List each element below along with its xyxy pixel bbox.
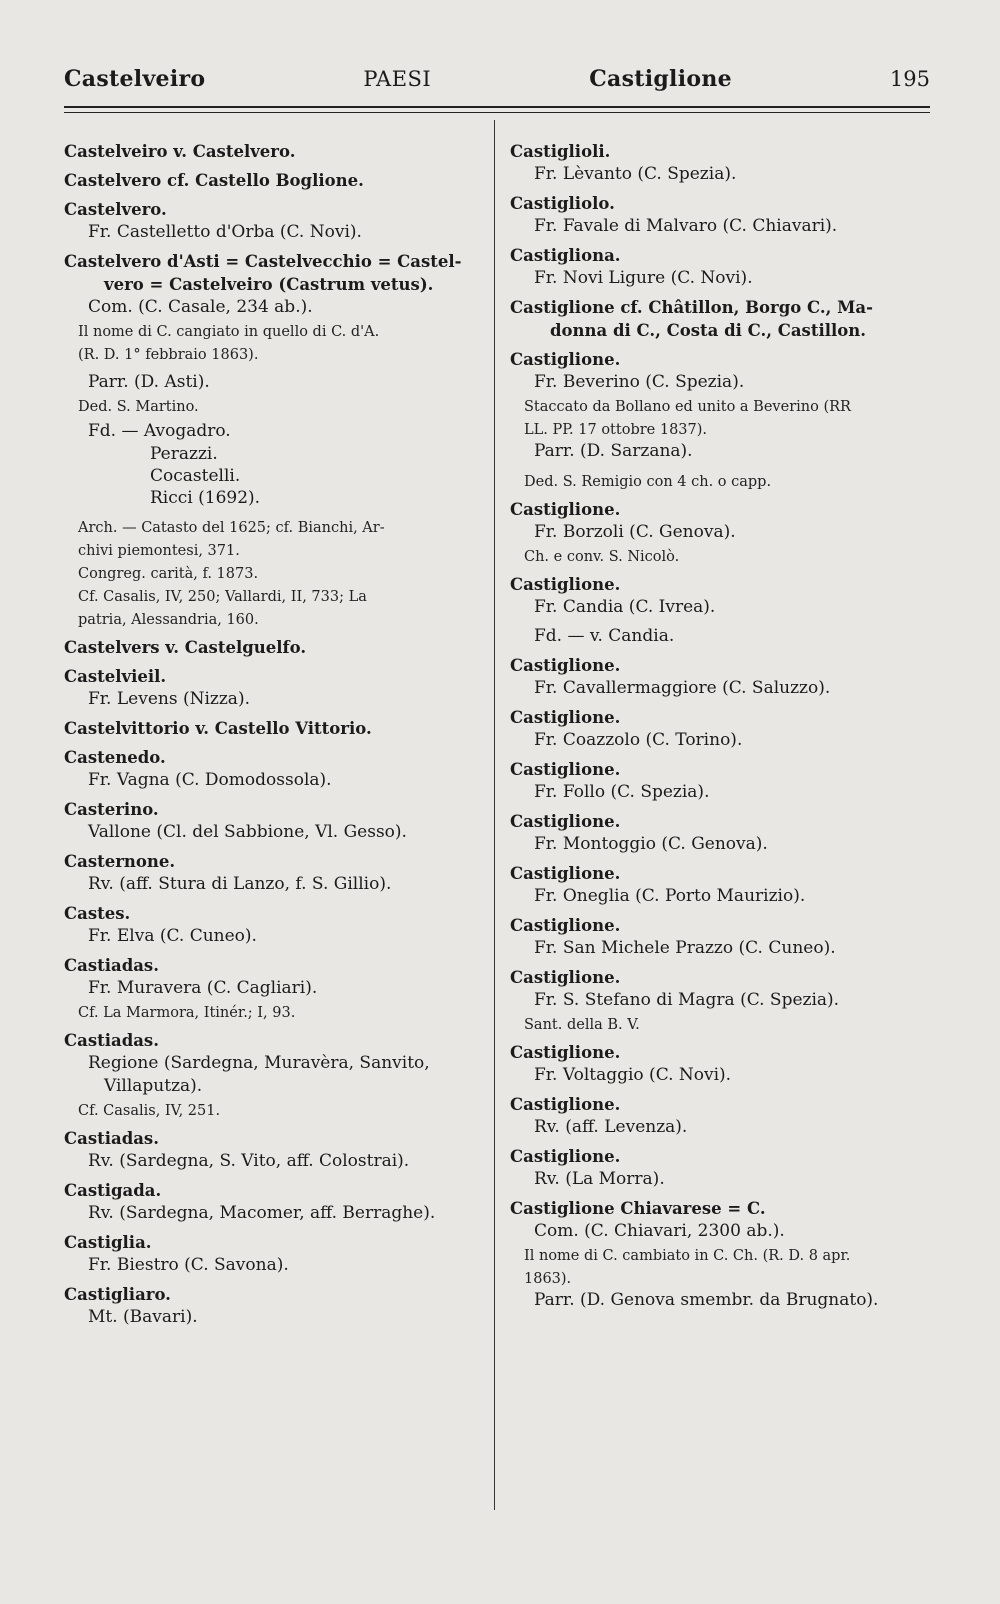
entry — [64, 140, 484, 163]
entry-line: Cocastelli. — [150, 466, 241, 486]
entry-line: Com. (C. Chiavari, 2300 ab.). — [534, 1221, 785, 1241]
entry-line: Fr. Levens (Nizza). — [88, 689, 250, 709]
headword: Castelvero d'Asti = Castelvecchio = Castel- — [64, 252, 462, 271]
entry-note: Sant. della B. V. — [524, 1017, 640, 1033]
entry — [510, 810, 935, 856]
entry-note: Il nome di C. cambiato in C. Ch. (R. D. 8 apr. — [524, 1248, 851, 1264]
entry-note: 1863). — [524, 1271, 572, 1287]
entry-note: Ded. S. Remigio con 4 ch. o capp. — [524, 474, 772, 490]
left-column — [64, 140, 484, 1335]
entry — [510, 1145, 935, 1191]
entry-note: Cf. La Marmora, Itinér.; I, 93. — [78, 1005, 296, 1021]
header-section-title: PAESI — [363, 67, 432, 91]
entry-line: Fr. Vagna (C. Domodossola). — [88, 770, 332, 790]
headword-continued: vero = Castelveiro (Castrum vetus). — [104, 275, 434, 294]
entry-line: Parr. (D. Genova smembr. da Brugnato). — [534, 1290, 879, 1310]
page-number: 195 — [889, 67, 930, 91]
headword: Castiglione. — [510, 760, 621, 779]
entry — [510, 758, 935, 804]
entry — [64, 1179, 484, 1225]
entry — [64, 169, 484, 192]
headword: Castiglione. — [510, 968, 621, 987]
entry-note: Cf. Casalis, IV, 250; Vallardi, II, 733; La — [78, 589, 367, 605]
headword: Castiglione. — [510, 1095, 621, 1114]
entry-line: Fr. Castelletto d'Orba (C. Novi). — [88, 222, 362, 242]
headword: Castelveiro v. Castelvero. — [64, 142, 296, 161]
headword: Castelvero. — [64, 200, 167, 219]
entry — [510, 140, 935, 186]
headword: Castiglione. — [510, 500, 621, 519]
entry-line: Parr. (D. Asti). — [88, 372, 210, 392]
entry — [64, 902, 484, 948]
headword: Castiglione. — [510, 1147, 621, 1166]
entry — [510, 1093, 935, 1139]
header-rule-thin — [64, 112, 930, 113]
entry-note: Cf. Casalis, IV, 251. — [78, 1103, 221, 1119]
entry — [510, 348, 935, 492]
headword: Castiadas. — [64, 1031, 159, 1050]
headword: Castiglione. — [510, 916, 621, 935]
headword: Castiadas. — [64, 956, 159, 975]
entry-line: Fr. Biestro (C. Savona). — [88, 1255, 289, 1275]
entry-note: Ded. S. Martino. — [78, 399, 199, 415]
entry-note: chivi piemontesi, 371. — [78, 543, 240, 559]
headword: Castigliolo. — [510, 194, 615, 213]
headword: Castiglione. — [510, 656, 621, 675]
entry-line: Fr. Follo (C. Spezia). — [534, 782, 710, 802]
headword: Castelvieil. — [64, 667, 167, 686]
entry — [510, 192, 935, 238]
entry-line: Fr. Oneglia (C. Porto Maurizio). — [534, 886, 806, 906]
entry — [64, 798, 484, 844]
headword: Castigliaro. — [64, 1285, 171, 1304]
headword-continued: donna di C., Costa di C., Castillon. — [550, 321, 866, 340]
entry-line: Perazzi. — [150, 444, 218, 464]
entry — [510, 498, 935, 567]
entry — [64, 198, 484, 244]
right-column — [510, 140, 935, 1318]
entry — [64, 1283, 484, 1329]
entry-note: (R. D. 1° febbraio 1863). — [78, 347, 259, 363]
entry-line: Rv. (Sardegna, Macomer, aff. Berraghe). — [88, 1203, 436, 1223]
entry-note: Congreg. carità, f. 1873. — [78, 566, 259, 582]
header-left-headword: Castelveiro — [64, 66, 206, 92]
entry — [64, 636, 484, 659]
entry-line: Fr. Borzoli (C. Genova). — [534, 522, 736, 542]
headword: Castenedo. — [64, 748, 166, 767]
headword: Castiglione cf. Châtillon, Borgo C., Ma- — [510, 298, 873, 317]
entry-line: Fr. Montoggio (C. Genova). — [534, 834, 768, 854]
column-divider — [494, 120, 495, 1510]
entry — [64, 954, 484, 1023]
header-rule-thick — [64, 106, 930, 108]
headword: Castiglione. — [510, 812, 621, 831]
entry-line: Fr. Cavallermaggiore (C. Saluzzo). — [534, 678, 831, 698]
entry-line: Vallone (Cl. del Sabbione, Vl. Gesso). — [88, 822, 407, 842]
entry-line: Fr. Lèvanto (C. Spezia). — [534, 164, 737, 184]
entry — [510, 862, 935, 908]
entry-line: Fr. Muravera (C. Cagliari). — [88, 978, 318, 998]
entry-line: Rv. (aff. Levenza). — [534, 1117, 688, 1137]
running-header — [64, 66, 930, 106]
headword: Castiglione Chiavarese = C. — [510, 1199, 766, 1218]
headword: Casternone. — [64, 852, 176, 871]
entry-note: LL. PP. 17 ottobre 1837). — [524, 422, 708, 438]
headword: Castelvers v. Castelguelfo. — [64, 638, 307, 657]
entry-line: Com. (C. Casale, 234 ab.). — [88, 297, 313, 317]
headword: Castiglione. — [510, 575, 621, 594]
headword: Castiglione. — [510, 708, 621, 727]
entry-line: Rv. (aff. Stura di Lanzo, f. S. Gillio). — [88, 874, 392, 894]
headword: Castiglia. — [64, 1233, 152, 1252]
entry-line: Rv. (Sardegna, S. Vito, aff. Colostrai). — [88, 1151, 410, 1171]
entry — [510, 654, 935, 700]
entry-line: Rv. (La Morra). — [534, 1169, 665, 1189]
headword: Castigada. — [64, 1181, 162, 1200]
entry-line: Fr. Beverino (C. Spezia). — [534, 372, 745, 392]
entry — [64, 746, 484, 792]
entry — [64, 665, 484, 711]
entry — [510, 573, 935, 648]
entry-line: Fr. Coazzolo (C. Torino). — [534, 730, 743, 750]
header-right-headword: Castiglione — [589, 66, 732, 92]
entry-note: Il nome di C. cangiato in quello di C. d'A. — [78, 324, 380, 340]
entry — [64, 1029, 484, 1121]
entry-note: patria, Alessandria, 160. — [78, 612, 259, 628]
entry-line: Villaputza). — [104, 1076, 203, 1096]
entry — [64, 250, 484, 630]
headword: Castiglioli. — [510, 142, 611, 161]
headword: Castelvittorio v. Castello Vittorio. — [64, 719, 372, 738]
entry — [64, 1231, 484, 1277]
entry-line: Fr. S. Stefano di Magra (C. Spezia). — [534, 990, 840, 1010]
headword: Castelvero cf. Castello Boglione. — [64, 171, 364, 190]
headword: Castiglione. — [510, 1043, 621, 1062]
entry-line: Parr. (D. Sarzana). — [534, 441, 693, 461]
entry-line: Mt. (Bavari). — [88, 1307, 198, 1327]
headword: Casterino. — [64, 800, 159, 819]
entry-line: Fd. — Avogadro. — [88, 421, 231, 441]
headword: Castiadas. — [64, 1129, 159, 1148]
entry-line: Ricci (1692). — [150, 488, 261, 508]
entry — [64, 717, 484, 740]
headword: Castiglione. — [510, 350, 621, 369]
entry-note: Staccato da Bollano ed unito a Beverino (RR — [524, 399, 851, 415]
entry-line: Fr. Voltaggio (C. Novi). — [534, 1065, 732, 1085]
entry-line: Fr. Elva (C. Cuneo). — [88, 926, 257, 946]
entry — [510, 244, 935, 290]
headword: Castigliona. — [510, 246, 621, 265]
entry-line: Fr. San Michele Prazzo (C. Cuneo). — [534, 938, 836, 958]
entry — [510, 296, 935, 342]
headword: Castiglione. — [510, 864, 621, 883]
entry — [510, 706, 935, 752]
entry — [510, 1197, 935, 1312]
entry — [64, 1127, 484, 1173]
headword: Castes. — [64, 904, 131, 923]
entry — [510, 966, 935, 1035]
entry — [64, 850, 484, 896]
entry — [510, 914, 935, 960]
entry-line: Fd. — v. Candia. — [534, 626, 675, 646]
entry-note: Arch. — Catasto del 1625; cf. Bianchi, Ar- — [78, 520, 385, 536]
entry-line: Fr. Favale di Malvaro (C. Chiavari). — [534, 216, 838, 236]
entry-note: Ch. e conv. S. Nicolò. — [524, 549, 680, 565]
entry-line: Fr. Novi Ligure (C. Novi). — [534, 268, 753, 288]
entry-line: Fr. Candia (C. Ivrea). — [534, 597, 716, 617]
entry — [510, 1041, 935, 1087]
entry-line: Regione (Sardegna, Muravèra, Sanvito, — [88, 1053, 430, 1073]
